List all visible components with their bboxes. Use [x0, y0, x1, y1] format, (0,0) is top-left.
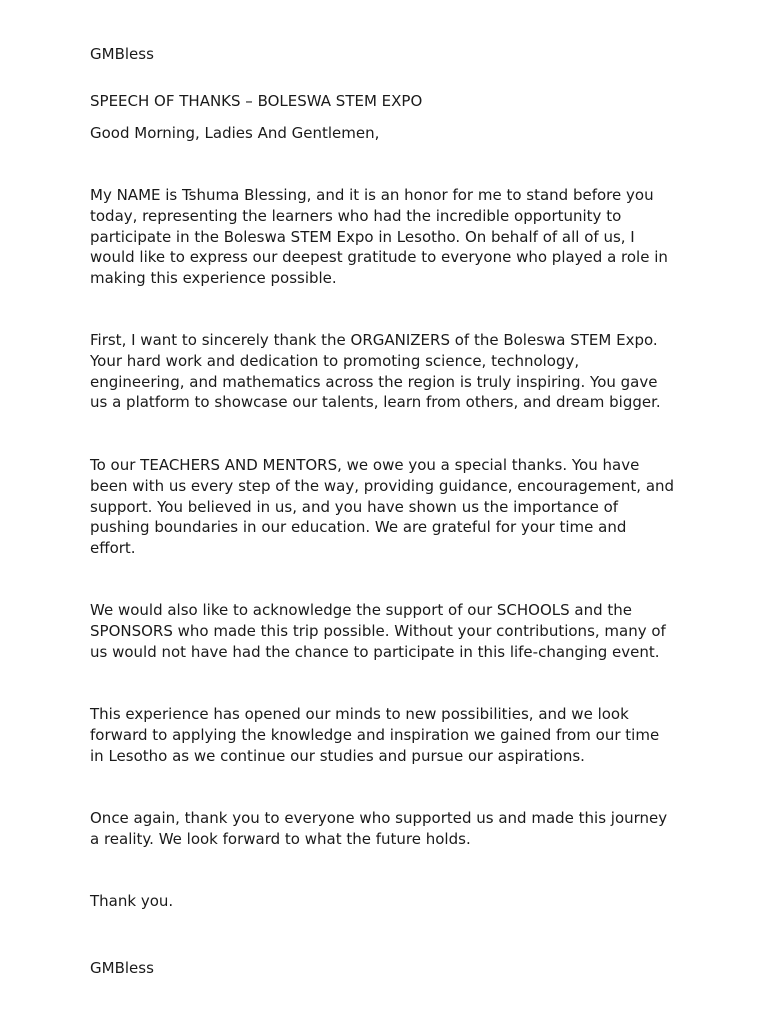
paragraph-line: us a platform to showcase our talents, learn from others, and dream bigger. — [90, 393, 661, 412]
author-signature: GMBless — [90, 959, 154, 977]
paragraph-line: us would not have had the chance to participate in this life-changing event. — [90, 642, 660, 661]
paragraph-line: in Lesotho as we continue our studies and pursue our aspirations. — [90, 746, 585, 765]
paragraph-introduction — [90, 185, 686, 289]
paragraph-line: pushing boundaries in our education. We are grateful for your time and — [90, 518, 627, 537]
paragraph-line: My NAME is Tshuma Blessing, and it is an honor for me to stand before you — [90, 186, 654, 204]
paragraph-line: engineering, and mathematics across the region is truly inspiring. You gave — [90, 372, 658, 391]
paragraph-line: making this experience possible. — [90, 269, 337, 288]
paragraph-line: effort. — [90, 539, 136, 558]
paragraph-schools-sponsors — [90, 600, 686, 662]
paragraph-line: We would also like to acknowledge the support of our SCHOOLS and the — [90, 601, 633, 619]
paragraph-line: Your hard work and dedication to promoting science, technology, — [90, 351, 580, 370]
paragraph-line: been with us every step of the way, providing guidance, encouragement, and — [90, 476, 675, 495]
paragraph-line: participate in the Boleswa STEM Expo in Lesotho. On behalf of all of us, I — [90, 227, 635, 246]
paragraph-teachers-mentors — [90, 455, 686, 559]
greeting: Good Morning, Ladies And Gentlemen, — [90, 124, 380, 142]
paragraph-line: First, I want to sincerely thank the ORGANIZERS of the Boleswa STEM Expo. — [90, 331, 658, 349]
author-name-top: GMBless — [90, 45, 154, 63]
paragraph-experience — [90, 704, 686, 766]
paragraph-organizers — [90, 330, 686, 413]
paragraph-line: This experience has opened our minds to new possibilities, and we look — [90, 705, 629, 723]
document-title: SPEECH OF THANKS – BOLESWA STEM EXPO — [90, 92, 423, 110]
paragraph-line: Once again, thank you to everyone who supported us and made this journey — [90, 809, 668, 827]
paragraph-line: SPONSORS who made this trip possible. Without your contributions, many of — [90, 621, 666, 640]
paragraph-line: forward to applying the knowledge and inspiration we gained from our time — [90, 725, 660, 744]
paragraph-line: a reality. We look forward to what the future holds. — [90, 829, 471, 848]
paragraph-line: support. You believed in us, and you have shown us the importance of — [90, 497, 619, 516]
paragraph-line: would like to express our deepest gratitude to everyone who played a role in — [90, 248, 668, 267]
paragraph-line: today, representing the learners who had the incredible opportunity to — [90, 206, 622, 225]
thank-you-line: Thank you. — [90, 892, 174, 910]
paragraph-closing-thanks — [90, 808, 686, 850]
paragraph-line: To our TEACHERS AND MENTORS, we owe you a special thanks. You have — [90, 456, 640, 474]
